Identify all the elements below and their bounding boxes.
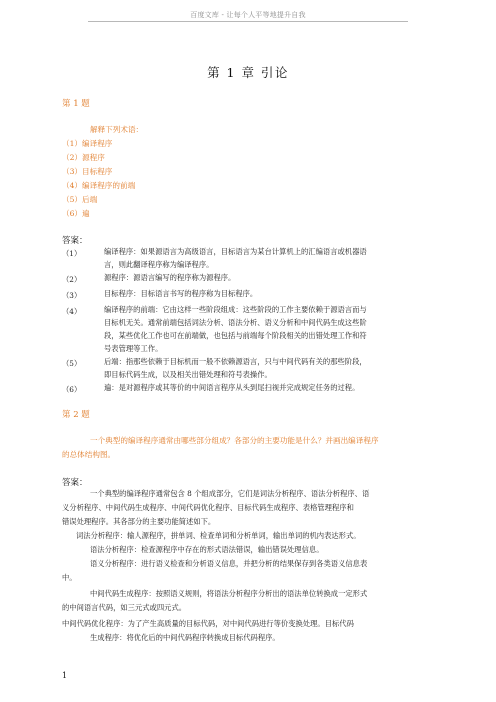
- answer-2-line: 的中间语言代码，如三元式或四元式。: [62, 603, 187, 612]
- answer-item-number: （6）: [62, 385, 82, 394]
- answer-2-line: 中。: [62, 573, 77, 582]
- answer-2-line: 词法分析程序：输人源程序，拼单词、检查单词和分析单词，输出单词的机内表达形式。: [76, 531, 361, 540]
- answer-item-number: （4）: [62, 307, 82, 316]
- answer-2-line: 一个典型的编译程序通常包含 8 个组成部分，它们是词法分析程序、语法分析程序、语: [90, 489, 370, 498]
- answer-item-line: 编译程序的前端：它由这样一些阶段组成：这些阶段的工作主要依赖于源语言而与: [104, 305, 367, 314]
- answer-2-label: 答案：: [62, 478, 88, 488]
- answer-item-line: 目标程序：目标语言书写的程序称为目标程序。: [104, 289, 258, 298]
- answer-2-line: 生成程序：将优化后的中间代码程序转换成目标代码程序。: [90, 633, 280, 642]
- answer-item-line: 后端：指那些依赖于目标机而一般不依赖源语言，只与中间代码有关的那些阶段，: [104, 357, 367, 366]
- question-1-heading: 第 1 题: [62, 99, 90, 109]
- answer-2-line: 语法分析程序：检查源程序中存在的形式语法错误，输出错误处理信息。: [90, 545, 324, 554]
- question-2-heading: 第 2 题: [62, 410, 90, 420]
- answer-item-line: 即目标代码生成，以及相关出错处理和符号表操作。: [104, 370, 272, 379]
- term-item: （2）源程序: [62, 153, 105, 162]
- answer-2-line: 错误处理程序。其各部分的主要功能简述如下。: [62, 517, 216, 526]
- term-item: （5）后端: [62, 195, 98, 204]
- header-text: 百度文库 - 让每个人平等地提升自我: [190, 11, 306, 19]
- question-1-prompt: 解释下列术语：: [90, 125, 144, 134]
- term-item: （6）遍: [62, 209, 90, 218]
- answer-2-line: 中间代码生成程序：按照语义规则，将语法分析程序分析出的语法单位转换成一定形式: [90, 589, 368, 598]
- answer-item-line: 号表管理等工作。: [104, 344, 163, 353]
- page-number: 1: [62, 671, 68, 680]
- term-item: （1）编译程序: [62, 139, 113, 148]
- answer-1-label: 答案：: [62, 236, 88, 246]
- term-item: （4）编译程序的前端: [62, 181, 136, 190]
- answer-item-number: （2）: [62, 275, 82, 284]
- header-rule: [88, 21, 408, 22]
- answer-item-number: （1）: [62, 249, 82, 258]
- answer-item-line: 目标机无关。通常前端包括词法分析、语法分析、语义分析和中间代码生成这些阶: [104, 318, 367, 327]
- answer-item-number: （3）: [62, 291, 82, 300]
- page-header: [0, 0, 496, 48]
- chapter-title: 第 1 章 引论: [207, 65, 289, 80]
- answer-item-number: （5）: [62, 359, 82, 368]
- question-2-prompt-line: 一个典型的编译程序通常由哪些部分组成？各部分的主要功能是什么？并画出编译程序: [90, 436, 379, 445]
- answer-2-line: 义分析程序、中间代码生成程序、中间代码优化程序、目标代码生成程序、表格管理程序和: [62, 503, 354, 512]
- answer-2-line: 中间代码优化程序：为了产生高质量的目标代码，对中间代码进行等价变换处理。目标代码: [62, 619, 354, 628]
- answer-item-line: 段，某些优化工作也可在前端做，也包括与前端每个阶段相关的出错处理工作和符: [104, 331, 367, 340]
- question-2-prompt-line: 的总体结构图。: [62, 450, 116, 459]
- answer-item-line: 编译程序：如果源语言为高级语言，目标语言为某台计算机上的汇编语言或机器语: [104, 247, 367, 256]
- answer-2-line: 语义分析程序：进行语义检查和分析语义信息，并把分析的结果保存到各类语义信息表: [90, 559, 368, 568]
- answer-item-line: 遍：是对源程序或其等价的中间语言程序从头到尾扫视并完成规定任务的过程。: [104, 383, 360, 392]
- answer-item-line: 源程序：源语言编写的程序称为源程序。: [104, 273, 236, 282]
- answer-item-line: 言，则此翻译程序称为编译程序。: [104, 260, 214, 269]
- term-item: （3）目标程序: [62, 167, 113, 176]
